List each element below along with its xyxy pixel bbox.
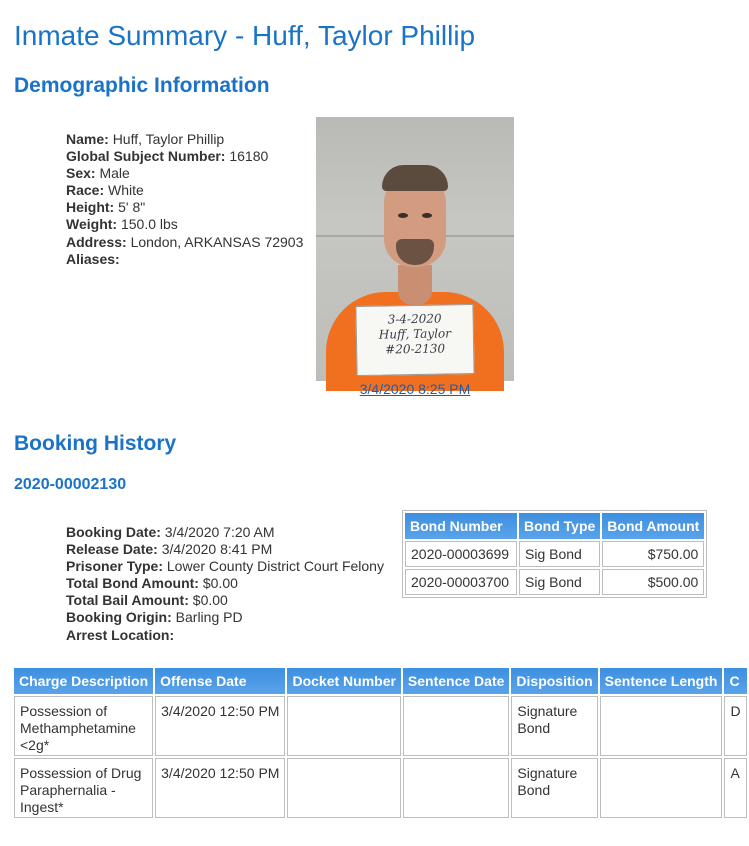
booking-date-value: 3/4/2020 7:20 AM [164, 524, 275, 540]
bond-number-header: Bond Number [405, 513, 517, 539]
sentence-date-cell [403, 696, 509, 756]
booking-info [66, 524, 384, 644]
sentence-date-cell [403, 758, 509, 818]
booking-placard [355, 304, 474, 376]
disposition-header: Disposition [511, 668, 597, 694]
booking-id: 2020-00002130 [14, 476, 127, 493]
bond-table [402, 510, 707, 598]
bond-type-cell: Sig Bond [519, 541, 600, 567]
bond-type-header: Bond Type [519, 513, 600, 539]
field-label: Sex: [66, 165, 96, 182]
truncated-cell: A [724, 758, 746, 818]
race-value: White [108, 182, 144, 199]
offense-date-header: Offense Date [155, 668, 285, 694]
arrest-location-row [66, 627, 384, 644]
bond-row [405, 541, 704, 567]
truncated-header: C [724, 668, 746, 694]
booking-origin-value: Barling PD [175, 609, 243, 626]
address-value: London, ARKANSAS 72903 [130, 233, 304, 250]
charge-table [12, 666, 749, 820]
mugshot-photo [316, 117, 514, 381]
truncated-cell: D [724, 696, 746, 756]
total-bail-value: $0.00 [192, 592, 228, 609]
field-label: Prisoner Type: [66, 558, 163, 575]
docket-number-cell [287, 758, 400, 818]
release-date-value: 3/4/2020 8:41 PM [161, 541, 273, 558]
weight-value: 150.0 lbs [120, 216, 178, 233]
disposition-cell: Signature Bond [511, 696, 597, 756]
neck [398, 265, 432, 305]
field-label: Total Bond Amount: [66, 575, 199, 592]
charge-description-header: Charge Description [14, 668, 153, 694]
field-label: Height: [66, 199, 115, 216]
bond-amount-cell: $500.00 [602, 569, 704, 595]
offense-date-cell: 3/4/2020 12:50 PM [155, 696, 285, 756]
sentence-date-header: Sentence Date [403, 668, 509, 694]
booking-origin-row [66, 609, 384, 626]
charge-description-cell: Possession of Drug Paraphernalia - Ingest* [14, 758, 153, 818]
race-row [66, 182, 303, 199]
release-date-row [66, 541, 384, 558]
placard-date: 3-4-2020 [387, 311, 442, 327]
total-bail-row [66, 592, 384, 609]
field-label: Aliases: [66, 250, 120, 267]
placard-name: Huff, Taylor [378, 326, 452, 342]
field-label: Name: [66, 131, 109, 147]
aliases-row [66, 251, 303, 268]
bond-amount-header: Bond Amount [602, 513, 704, 539]
sentence-length-cell [600, 758, 723, 818]
subject-number-value: 16180 [229, 148, 269, 165]
bond-amount-cell: $750.00 [602, 541, 704, 567]
subject-number-row [66, 148, 303, 165]
docket-number-header: Docket Number [287, 668, 400, 694]
total-bond-row [66, 575, 384, 592]
bond-row [405, 569, 704, 595]
prisoner-type-value: Lower County District Court Felony [166, 558, 384, 575]
disposition-cell: Signature Bond [511, 758, 597, 818]
name-row [66, 131, 303, 148]
sentence-length-cell [600, 696, 723, 756]
field-label: Booking Origin: [66, 609, 172, 626]
name-value: Huff, Taylor Phillip [112, 131, 225, 147]
demographic-info [66, 131, 303, 268]
field-label: Booking Date: [66, 524, 161, 540]
left-eye [398, 213, 408, 218]
address-row [66, 234, 303, 251]
field-label: Weight: [66, 216, 118, 233]
bond-type-cell: Sig Bond [519, 569, 600, 595]
total-bond-value: $0.00 [202, 575, 238, 592]
photo-date-link[interactable]: 3/4/2020 8:25 PM [359, 381, 471, 397]
bond-number-cell: 2020-00003699 [405, 541, 517, 567]
sex-row [66, 165, 303, 182]
sentence-length-header: Sentence Length [600, 668, 723, 694]
field-label: Address: [66, 233, 127, 250]
bond-header-row [405, 513, 704, 539]
field-label: Total Bail Amount: [66, 592, 189, 609]
hair [382, 165, 448, 191]
charge-header-row [14, 668, 747, 694]
placard-number: #20-2130 [385, 341, 446, 357]
charge-row [14, 696, 747, 756]
field-label: Race: [66, 182, 105, 199]
booking-date-row [66, 524, 384, 541]
right-eye [422, 213, 432, 218]
field-label: Release Date: [66, 541, 158, 558]
bond-number-cell: 2020-00003700 [405, 569, 517, 595]
booking-history-heading: Booking History [14, 432, 177, 455]
height-value: 5' 8" [118, 199, 146, 216]
offense-date-cell: 3/4/2020 12:50 PM [155, 758, 285, 818]
docket-number-cell [287, 696, 400, 756]
prisoner-type-row [66, 558, 384, 575]
sex-value: Male [99, 165, 130, 182]
page-title: Inmate Summary - Huff, Taylor Phillip [14, 20, 476, 51]
field-label: Global Subject Number: [66, 148, 226, 165]
height-row [66, 199, 303, 216]
demographic-heading: Demographic Information [14, 74, 270, 97]
charge-description-cell: Possession of Methamphetamine <2g* [14, 696, 153, 756]
charge-row [14, 758, 747, 818]
field-label: Arrest Location: [66, 626, 175, 643]
weight-row [66, 216, 303, 233]
